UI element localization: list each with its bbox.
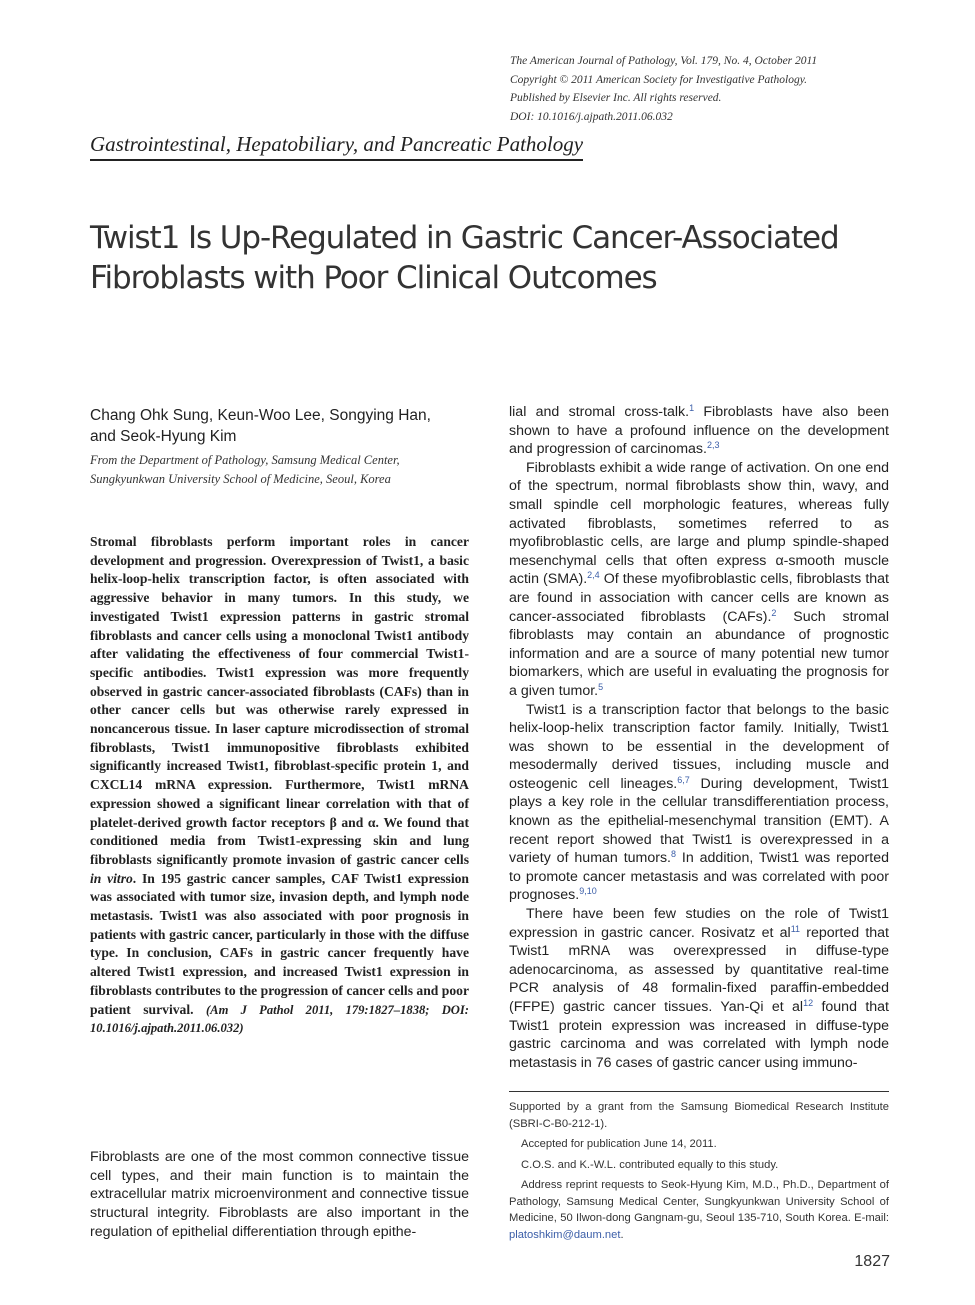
footnote-reprint-text: Address reprint requests to Seok-Hyung Kim, M.D., Ph.D., Department of Pathology, Samsung Medical Center, Sungkyunkwan University School of Medicine, 50 Ilwon-dong Gangnam-gu, Seoul 135-710, South Korea. E-mail: — [509, 1179, 889, 1224]
intro-paragraph-left: Fibroblasts are one of the most common connective tissue cell types, and their main function is to maintain the extracellular matrix microenvironment and connective tissue structural integrity. Fibroblasts are also important in the regulation of epithelial differentiation through epithe- — [90, 1149, 469, 1240]
affiliation-line-2: Sungkyunkwan University School of Medicine, Seoul, Korea — [90, 472, 391, 486]
body-text: There have been few studies on the role of Twist1 expression in gastric cancer. Rosivatz et al — [509, 906, 889, 941]
body-text: lial and stromal cross-talk. — [509, 404, 690, 420]
footnotes — [509, 1099, 889, 1247]
reference-link[interactable]: 11 — [790, 923, 801, 934]
body-paragraph — [509, 701, 889, 906]
reference-link[interactable]: 2,3 — [706, 440, 720, 451]
reference-link[interactable]: 2,4 — [587, 570, 600, 581]
body-text: Fibroblasts exhibit a wide range of activation. On one end of the spectrum, normal fibroblasts show thin, wavy, and small spindle cell morphologic features, whereas fully activated fibroblasts, sometimes referred to as myofibroblastic cells, are large and plump spindle-shaped mesenchymal cells that often express α-smooth muscle actin (SMA). — [509, 459, 889, 588]
body-text: reported that Twist1 mRNA was overexpressed in diffuse-type adenocarcinoma, as assessed by quantitative real-time PCR analysis of 48 formalin-fixed paraffin-embedded (FFPE) gastric cancer tissues. Yan-Qi et al — [509, 924, 889, 1015]
affiliation-line-1: From the Department of Pathology, Samsung Medical Center, — [90, 453, 400, 467]
reference-link[interactable]: 12 — [803, 998, 814, 1008]
reference-link[interactable]: 9,10 — [579, 886, 597, 897]
reference-link[interactable]: 8 — [671, 849, 677, 860]
journal-publisher: Published by Elsevier Inc. All rights reserved. — [510, 92, 722, 104]
body-text: In addition, Twist1 was reported to promote cancer metastasis and was correlated with poor prognoses. — [509, 850, 889, 904]
abstract-citation: (Am J Pathol 2011, 179:1827–1838; DOI: 10.1016/j.ajpath.2011.06.032) — [90, 1002, 470, 1036]
footnote-reprint-end: . — [620, 1228, 624, 1241]
footnote-equal-contribution: C.O.S. and K.-W.L. contributed equally to this study. — [521, 1158, 779, 1171]
footnote-support: Supported by a grant from the Samsung Biomedical Research Institute (SBRI-C-B0-212-1). — [509, 1101, 889, 1130]
journal-citation: The American Journal of Pathology, Vol. 179, No. 4, October 2011 — [510, 55, 818, 67]
reference-link[interactable]: 1 — [689, 403, 695, 413]
journal-copyright: Copyright © 2011 American Society for Investigative Pathology. — [510, 73, 808, 86]
abstract — [90, 533, 469, 1038]
author-line-2: and Seok-Hyung Kim — [90, 428, 237, 445]
reference-link[interactable]: 2 — [771, 607, 777, 618]
body-paragraph — [509, 459, 889, 701]
reference-link[interactable]: 6,7 — [677, 774, 690, 785]
footnote-reprint — [509, 1177, 889, 1243]
footnote-divider — [509, 1091, 889, 1092]
author-line-1: Chang Ohk Sung, Keun-Woo Lee, Songying Han, — [90, 407, 431, 424]
section-heading: Gastrointestinal, Hepatobiliary, and Pancreatic Pathology — [90, 132, 583, 161]
body-paragraph — [509, 905, 889, 1072]
article-title: Twist1 Is Up-Regulated in Gastric Cancer-Associated Fibroblasts with Poor Clinical Outcomes — [90, 220, 839, 296]
body-paragraph — [509, 403, 889, 459]
body-text: Twist1 is a transcription factor that belongs to the basic helix-loop-helix transcription factor family. Initially, Twist1 was shown to be essential in the development of mesodermally derived tissues, including muscle and osteogenic cell lineages. — [509, 701, 889, 792]
body-text: During development, Twist1 plays a key role in the cellular transdifferentiation process, known as the epithelial-mesenchymal transition (EMT). A recent report showed that Twist1 is overexpressed in a variety of human tumors. — [509, 775, 889, 867]
body-text: Fibroblasts have also been shown to have a profound influence on the development and progression of carcinomas. — [509, 404, 889, 458]
page-number: 1827 — [854, 1253, 890, 1270]
body-text: Such stromal fibroblasts may contain an abundance of prognostic information and are a source of many potential new tumor biomarkers, which are useful in evaluating the prognosis for a given tumor. — [509, 608, 890, 699]
abstract-text-2: . In 195 gastric cancer samples, CAF Twist1 expression was associated with tumor size, invasion depth, and lymph node metastasis. Twist1 was also associated with poor prognosis in patients with gastric cancer, particularly in those with the diffuse type. In conclusion, CAFs in gastric cancer frequently have altered Twist1 expression, and increased Twist1 expression in fibroblasts contributes to the progression of cancer cells and poor patient survival. — [90, 870, 469, 1017]
body-text: Of these myofibroblastic cells, fibroblasts that are found in association with cancer cells are known as cancer-associated fibroblasts (CAFs). — [509, 571, 889, 625]
affiliation — [90, 451, 480, 489]
body-right-column — [509, 403, 889, 1072]
author-list — [90, 405, 480, 447]
reference-link[interactable]: 5 — [598, 681, 604, 692]
footnote-accepted: Accepted for publication June 14, 2011. — [521, 1138, 717, 1150]
abstract-in-vitro: in vitro — [90, 870, 133, 886]
body-text: found that Twist1 protein expression was increased in diffuse-type gastric carcinoma and was correlated with lymph node metastasis in 76 cases of gastric cancer using immuno- — [509, 999, 889, 1071]
journal-info — [510, 52, 910, 126]
journal-doi: DOI: 10.1016/j.ajpath.2011.06.032 — [510, 110, 673, 123]
email-link[interactable]: platoshkim@daum.net — [509, 1228, 621, 1241]
abstract-text-1: Stromal fibroblasts perform important roles in cancer development and progression. Overexpression of Twist1, a basic helix-loop-helix transcription factor, is often associated with aggressive behavior in many tumors. In this study, we investigated Twist1 expression patterns in gastric stromal fibroblasts and cancer cells using a monoclonal Twist1 antibody after validating the effectiveness of four commercial Twist1-specific antibodies. Twist1 expression was more frequently observed in gastric cancer-associated fibroblasts (CAFs) than in other cancer cells but was otherwise rarely expressed in noncancerous tissue. In laser capture microdissection of stromal fibroblasts, Twist1 immunopositive fibroblasts exhibited significantly increased Twist1, fibroblast-specific protein 1, and CXCL14 mRNA expression. Furthermore, Twist1 mRNA expression showed a significant linear correlation with that of platelet-derived growth factor receptors β and α. We found that conditioned media from Twist1-expressing skin and lung fibroblasts significantly promote invasion of gastric cancer cells — [90, 534, 469, 867]
